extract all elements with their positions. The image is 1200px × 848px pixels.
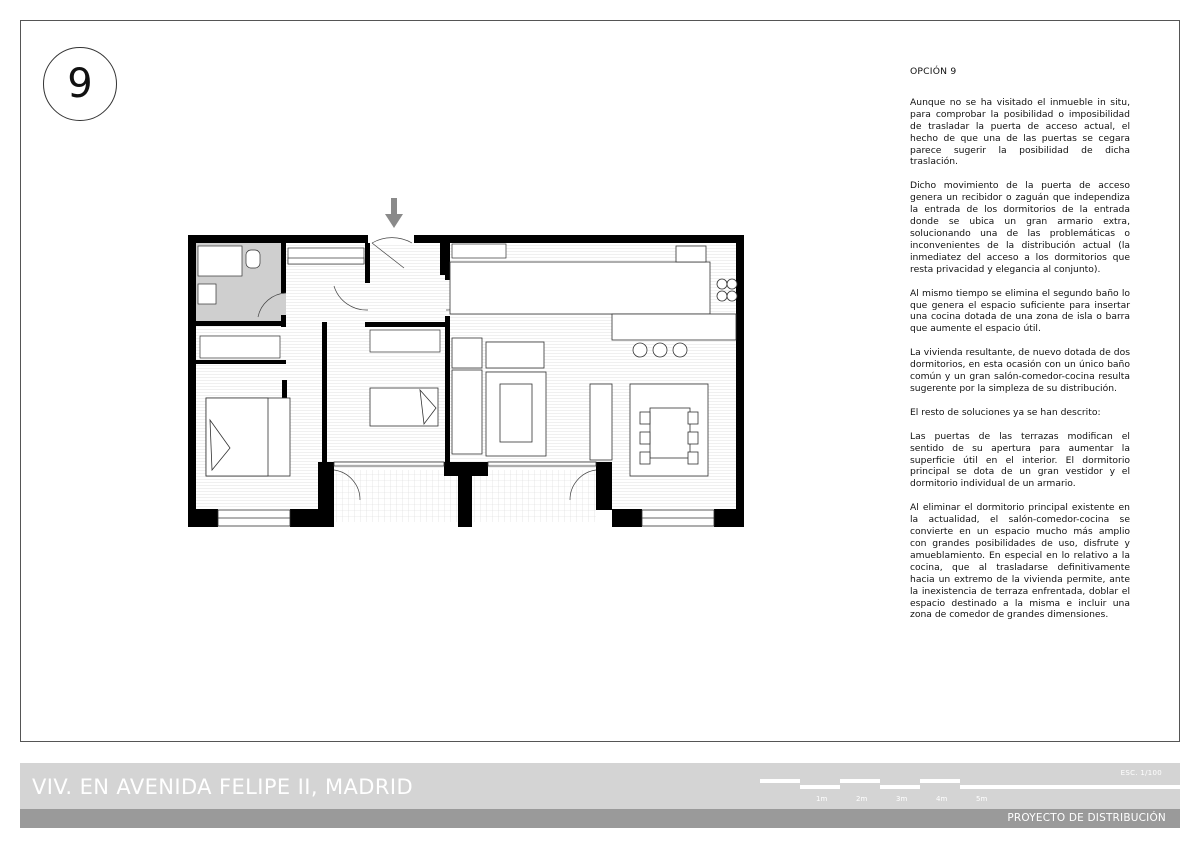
- scale-tick: 5m: [976, 795, 988, 803]
- graphic-scale: [760, 777, 1180, 803]
- terrace-left: [333, 470, 459, 522]
- scale-segment: [800, 785, 840, 789]
- terrace-right: [472, 470, 596, 522]
- title-bar: [20, 763, 1180, 809]
- scale-segment: [960, 785, 1180, 789]
- option-heading: OPCIÓN 9: [910, 66, 957, 77]
- scale-tick: 4m: [936, 795, 948, 803]
- scale-tick: 3m: [896, 795, 908, 803]
- entrance-arrow: [385, 198, 403, 228]
- option-number: 9: [67, 61, 93, 107]
- paragraph: La vivienda resultante, de nuevo dotada de dos dormitorios, en esta ocasión con un único baño común y un gran salón-comedor-cocina resulta sugerente por la simpleza de su distribución.: [910, 347, 1130, 394]
- paragraph: Dicho movimiento de la puerta de acceso genera un recibidor o zaguán que independiza la entrada de los dormitorios de la entrada donde se ubica un gran armario extra, solucionando una de las problemáticas o inconvenientes de la distribución actual (la inmediatez del acceso a los dormitorios que resta privacidad y elegancia al conjunto).: [910, 180, 1130, 275]
- scale-segment: [920, 779, 960, 783]
- paragraph: Al eliminar el dormitorio principal existente en la actualidad, el salón-comedor-cocina se convierte en un espacio mucho más amplio con grandes posibilidades de uso, disfrute y amueblamiento. En especial en lo relativo a la cocina, que al trasladarse definitivamente hacia un extremo de la vivienda permite, ante la inexistencia de terraza enfrentada, doblar el espacio destinado a la misma e incluir una zona de comedor de grandes dimensiones.: [910, 502, 1130, 621]
- project-subtitle: PROYECTO DE DISTRIBUCIÓN: [1007, 812, 1166, 824]
- scale-tick: 1m: [816, 795, 828, 803]
- scale-segment: [880, 785, 920, 789]
- scale-segment: [760, 779, 800, 783]
- master-bed: [206, 398, 290, 476]
- floor-plan: [180, 190, 760, 540]
- living-furniture: [452, 338, 546, 456]
- paragraph: El resto de soluciones ya se han descrito:: [910, 406, 1101, 418]
- scale-segment: [840, 779, 880, 783]
- scale-label: ESC. 1/100: [1120, 769, 1162, 777]
- project-title: VIV. EN AVENIDA FELIPE II, MADRID: [32, 775, 414, 799]
- option-number-badge: [43, 47, 117, 121]
- subtitle-bar: [20, 809, 1180, 828]
- paragraph: Aunque no se ha visitado el inmueble in situ, para comprobar la posibilidad o imposibilidad de trasladar la puerta de acceso actual, el hecho de que una de las puertas se cegara parece sugerir la posibilidad de dicha traslación.: [910, 96, 1130, 168]
- paragraph: Al mismo tiempo se elimina el segundo baño lo que genera el espacio suficiente para insertar una cocina dotada de una zona de isla o barra que aumente el espacio útil.: [910, 287, 1130, 335]
- single-bed: [370, 388, 438, 426]
- scale-tick: 2m: [856, 795, 868, 803]
- description-column: [910, 66, 1130, 633]
- paragraph: Las puertas de las terrazas modifican el sentido de su apertura para aumentar la superficie útil en el interior. El dormitorio principal se dota de un gran vestidor y el dormitorio individual de un armario.: [910, 430, 1130, 490]
